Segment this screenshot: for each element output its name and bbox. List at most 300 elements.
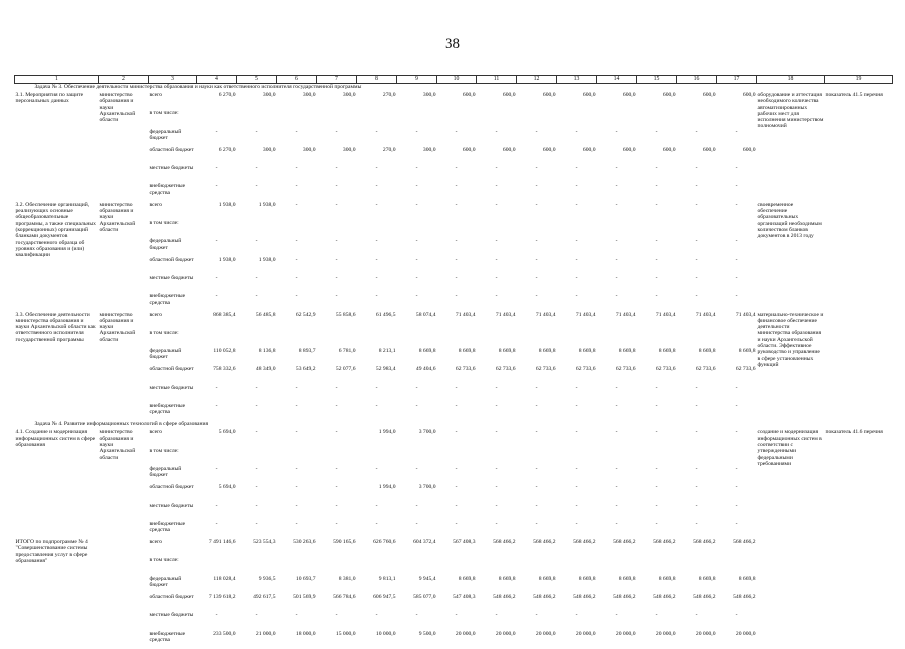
amount-cell (477, 220, 517, 238)
amount-cell: 20 000,0 (495, 630, 516, 637)
amount-cell: - (615, 429, 618, 436)
amount-cell: - (335, 429, 338, 436)
amount-cell (437, 110, 477, 128)
task-title: Задача № 4. Развитие информационных технологий в сфере образования (34, 421, 209, 428)
amount-cell: - (535, 429, 538, 436)
header-row (15, 76, 893, 84)
amount-cell: - (655, 520, 658, 527)
amount-cell: - (335, 274, 338, 281)
amount-cell (517, 557, 557, 575)
amount-cell: 548 466,2 (653, 594, 676, 601)
column-number: 6 (277, 76, 317, 84)
amount-cell: - (615, 484, 618, 491)
amount-cell: - (255, 238, 258, 245)
amount-cell: 8 669,8 (618, 348, 636, 355)
amount-cell: 21 000,0 (255, 630, 276, 637)
amount-cell: 300,0 (422, 146, 436, 153)
amount-cell: - (655, 256, 658, 263)
amount-cell: - (735, 484, 738, 491)
amount-cell: 868 385,4 (213, 311, 236, 318)
measure-name: 4.1. Создание и модернизация информационных систем в сфере образования (15, 429, 96, 448)
amount-cell: 53 649,2 (295, 366, 316, 373)
table-row (15, 429, 893, 447)
amount-cell: - (415, 201, 418, 208)
amount-cell: 8 669,8 (698, 575, 716, 582)
amount-cell: 501 569,9 (293, 594, 316, 601)
amount-cell: - (455, 384, 458, 391)
amount-cell: - (295, 403, 298, 410)
funding-source: в том числе: (149, 329, 179, 336)
amount-cell: 6 270,0 (218, 146, 236, 153)
expected-result: оборудование и аттестация необходимого количества автоматизированных рабочих мест для исполнения министерством полномочий (757, 92, 824, 130)
amount-cell: 568 466,2 (533, 539, 556, 546)
amount-cell: - (415, 465, 418, 472)
amount-cell (517, 448, 557, 466)
amount-cell: 62 733,6 (535, 366, 556, 373)
amount-cell: - (335, 484, 338, 491)
amount-cell: - (455, 429, 458, 436)
amount-cell: - (375, 293, 378, 300)
amount-cell: - (415, 128, 418, 135)
amount-cell (677, 330, 717, 348)
amount-cell: 492 617,5 (253, 594, 276, 601)
amount-cell: - (535, 484, 538, 491)
amount-cell: - (695, 502, 698, 509)
amount-cell: - (495, 502, 498, 509)
amount-cell: 233 500,0 (213, 630, 236, 637)
amount-cell: 600,0 (702, 146, 716, 153)
amount-cell: - (335, 612, 338, 619)
amount-cell (637, 110, 677, 128)
amount-cell: - (415, 384, 418, 391)
amount-cell: 9 936,5 (258, 575, 276, 582)
executor: министерство образования и науки Архангельской области (99, 92, 136, 124)
funding-source: местные бюджеты (149, 165, 194, 172)
amount-cell: - (295, 183, 298, 190)
amount-cell (597, 448, 637, 466)
amount-cell: - (655, 465, 658, 472)
amount-cell: - (655, 484, 658, 491)
amount-cell: - (735, 183, 738, 190)
amount-cell: - (495, 238, 498, 245)
funding-source: федеральный бюджет (149, 128, 182, 141)
funding-source: всего (149, 92, 163, 98)
amount-cell: - (695, 274, 698, 281)
amount-cell: - (615, 384, 618, 391)
amount-cell: 8 669,8 (738, 575, 756, 582)
amount-cell: - (615, 128, 618, 135)
funding-source: всего (149, 201, 163, 208)
amount-cell: 1 938,0 (218, 256, 236, 263)
amount-cell: - (415, 238, 418, 245)
amount-cell: 600,0 (662, 92, 676, 98)
amount-cell (197, 448, 237, 466)
amount-cell: - (615, 612, 618, 619)
amount-cell: - (695, 201, 698, 208)
amount-cell (197, 110, 237, 128)
amount-cell: - (735, 465, 738, 472)
amount-cell: - (735, 384, 738, 391)
amount-cell: - (455, 403, 458, 410)
amount-cell (677, 448, 717, 466)
amount-cell (557, 110, 597, 128)
amount-cell: - (615, 502, 618, 509)
amount-cell: 7 491 146,6 (208, 539, 236, 546)
amount-cell: 6 781,0 (338, 348, 356, 355)
amount-cell: 548 466,2 (733, 594, 756, 601)
funding-source: федеральный бюджет (149, 238, 182, 251)
amount-cell: 567 408,3 (453, 539, 476, 546)
amount-cell: 8 136,8 (258, 348, 276, 355)
amount-cell: 8 893,7 (298, 348, 316, 355)
amount-cell (557, 448, 597, 466)
amount-cell: - (295, 256, 298, 263)
amount-cell: 604 372,4 (413, 539, 436, 546)
funding-source: всего (149, 429, 163, 436)
amount-cell: 600,0 (742, 92, 756, 98)
amount-cell: 20 000,0 (615, 630, 636, 637)
amount-cell: - (215, 403, 218, 410)
expected-result: материально-техническое и финансовое обеспечение деятельности министерства образования и науки Архангельской области. Эффективное руководство и управление в сфере установленных функций (757, 311, 824, 368)
amount-cell: - (655, 201, 658, 208)
amount-cell: - (295, 201, 298, 208)
amount-cell (197, 557, 237, 575)
amount-cell: - (255, 274, 258, 281)
program-table (14, 75, 893, 649)
amount-cell: 8 669,8 (538, 575, 556, 582)
funding-source: внебюджетные средства (149, 403, 186, 416)
executor (99, 539, 149, 649)
amount-cell: 20 000,0 (695, 630, 716, 637)
amount-cell: 600,0 (462, 146, 476, 153)
amount-cell: - (495, 612, 498, 619)
amount-cell: - (655, 238, 658, 245)
amount-cell: 71 403,4 (695, 311, 716, 318)
amount-cell: 71 403,4 (495, 311, 516, 318)
amount-cell (397, 220, 437, 238)
amount-cell: - (455, 256, 458, 263)
amount-cell: - (615, 201, 618, 208)
amount-cell: 8 669,8 (738, 348, 756, 355)
amount-cell: - (495, 520, 498, 527)
amount-cell: - (215, 612, 218, 619)
amount-cell: - (295, 274, 298, 281)
funding-source: федеральный бюджет (149, 465, 182, 479)
expected-result: создание и модернизация информационных систем в соответствии с утвержденными федеральными требованиями (757, 429, 822, 467)
funding-source: областной бюджет (149, 484, 194, 491)
amount-cell: - (415, 520, 418, 527)
amount-cell: - (575, 256, 578, 263)
amount-cell (597, 330, 637, 348)
amount-cell: - (575, 201, 578, 208)
amount-cell: 300,0 (342, 146, 356, 153)
amount-cell: - (495, 183, 498, 190)
amount-cell: - (295, 384, 298, 391)
amount-cell: - (615, 165, 618, 172)
task-title: Задача № 3. Обеспечение деятельности министерства образования и науки как ответственного исполнителя государственной программы (34, 84, 362, 90)
amount-cell: 20 000,0 (455, 630, 476, 637)
indicator-link: показатель 41.5 перечня (825, 92, 883, 98)
amount-cell: - (335, 183, 338, 190)
amount-cell: 568 466,2 (733, 539, 756, 546)
amount-cell: - (375, 165, 378, 172)
amount-cell: - (695, 183, 698, 190)
amount-cell: - (255, 520, 258, 527)
column-number: 19 (825, 76, 893, 84)
amount-cell (677, 557, 717, 575)
executor: министерство образования и науки Архангельской области (99, 429, 136, 461)
amount-cell: 1 938,0 (258, 256, 276, 263)
amount-cell: - (255, 429, 258, 436)
amount-cell: - (735, 201, 738, 208)
amount-cell (317, 110, 357, 128)
amount-cell: 600,0 (622, 92, 636, 98)
amount-cell: - (375, 183, 378, 190)
amount-cell: - (335, 502, 338, 509)
amount-cell: - (495, 465, 498, 472)
amount-cell: 62 733,6 (495, 366, 516, 373)
funding-source: внебюджетные средства (149, 520, 186, 534)
executor: министерство образования и науки Архангельской области (99, 201, 136, 233)
amount-cell: - (455, 502, 458, 509)
amount-cell: - (695, 429, 698, 436)
amount-cell (317, 330, 357, 348)
amount-cell: 8 669,8 (498, 575, 516, 582)
amount-cell: - (375, 465, 378, 472)
amount-cell: - (415, 183, 418, 190)
funding-source: областной бюджет (149, 366, 194, 373)
amount-cell: - (655, 165, 658, 172)
amount-cell: 300,0 (302, 146, 316, 153)
funding-source: областной бюджет (149, 594, 194, 601)
amount-cell (197, 330, 237, 348)
amount-cell: - (535, 520, 538, 527)
column-number: 2 (99, 76, 149, 84)
amount-cell: - (535, 384, 538, 391)
amount-cell: - (735, 502, 738, 509)
amount-cell: 600,0 (702, 92, 716, 98)
amount-cell: 7 139 618,2 (208, 594, 236, 601)
column-number: 12 (517, 76, 557, 84)
amount-cell: - (695, 520, 698, 527)
amount-cell: - (455, 165, 458, 172)
amount-cell: 8 669,8 (418, 348, 436, 355)
amount-cell (437, 220, 477, 238)
amount-cell: - (655, 502, 658, 509)
amount-cell: - (335, 238, 338, 245)
amount-cell: 62 733,6 (455, 366, 476, 373)
amount-cell: 8 669,8 (458, 348, 476, 355)
amount-cell: 20 000,0 (735, 630, 756, 637)
amount-cell: 600,0 (462, 92, 476, 98)
amount-cell (517, 330, 557, 348)
amount-cell: 548 466,2 (493, 594, 516, 601)
amount-cell (237, 110, 277, 128)
amount-cell: - (575, 384, 578, 391)
amount-cell: 270,0 (382, 146, 396, 153)
amount-cell: 270,0 (382, 92, 396, 98)
amount-cell (237, 220, 277, 238)
amount-cell: - (415, 165, 418, 172)
amount-cell: - (735, 293, 738, 300)
amount-cell: - (455, 465, 458, 472)
amount-cell: - (655, 274, 658, 281)
amount-cell: - (375, 274, 378, 281)
amount-cell: 8 381,0 (338, 575, 356, 582)
amount-cell: - (375, 403, 378, 410)
amount-cell: - (295, 465, 298, 472)
amount-cell: - (575, 293, 578, 300)
amount-cell: 62 733,6 (695, 366, 716, 373)
amount-cell (477, 448, 517, 466)
amount-cell: 6 270,0 (218, 92, 236, 98)
expected-result (757, 539, 825, 649)
amount-cell: - (575, 274, 578, 281)
amount-cell: - (215, 238, 218, 245)
amount-cell: - (495, 484, 498, 491)
amount-cell: 8 213,1 (378, 348, 396, 355)
amount-cell: - (255, 128, 258, 135)
amount-cell: - (535, 274, 538, 281)
amount-cell: 10 000,0 (375, 630, 396, 637)
amount-cell: - (735, 520, 738, 527)
amount-cell: - (575, 484, 578, 491)
amount-cell: 61 496,5 (375, 311, 396, 318)
amount-cell: - (335, 465, 338, 472)
table-row (15, 312, 893, 330)
column-number: 17 (717, 76, 757, 84)
measure-name: ИТОГО по подпрограмме № 4 "Совершенствование системы предоставления услуг в сфере образования" (15, 539, 88, 565)
amount-cell: - (575, 429, 578, 436)
amount-cell (437, 330, 477, 348)
amount-cell (517, 110, 557, 128)
amount-cell: - (335, 293, 338, 300)
amount-cell (557, 220, 597, 238)
amount-cell: - (415, 502, 418, 509)
funding-source: всего (149, 311, 163, 318)
column-number: 4 (197, 76, 237, 84)
column-number: 18 (757, 76, 825, 84)
funding-source: местные бюджеты (149, 274, 194, 281)
amount-cell: 548 466,2 (533, 594, 556, 601)
amount-cell: 568 466,2 (493, 539, 516, 546)
amount-cell: 71 403,4 (655, 311, 676, 318)
amount-cell: 62 733,6 (655, 366, 676, 373)
funding-source: в том числе: (149, 110, 179, 117)
amount-cell: - (535, 465, 538, 472)
amount-cell: - (575, 520, 578, 527)
column-number: 7 (317, 76, 357, 84)
amount-cell: 758 332,6 (213, 366, 236, 373)
amount-cell: 8 669,8 (538, 348, 556, 355)
amount-cell: - (455, 238, 458, 245)
amount-cell (477, 330, 517, 348)
amount-cell: 8 669,8 (498, 348, 516, 355)
amount-cell: 9 813,1 (378, 575, 396, 582)
amount-cell: 530 263,6 (293, 539, 316, 546)
column-number: 9 (397, 76, 437, 84)
amount-cell: 600,0 (582, 92, 596, 98)
column-number: 5 (237, 76, 277, 84)
amount-cell: - (455, 484, 458, 491)
amount-cell: - (695, 256, 698, 263)
amount-cell: - (255, 612, 258, 619)
amount-cell (277, 220, 317, 238)
amount-cell: 20 000,0 (655, 630, 676, 637)
amount-cell: - (295, 502, 298, 509)
amount-cell (357, 448, 397, 466)
amount-cell: 547 408,3 (453, 594, 476, 601)
amount-cell (437, 557, 477, 575)
amount-cell: - (535, 238, 538, 245)
page-number: 38 (445, 36, 460, 52)
amount-cell: 300,0 (422, 92, 436, 98)
amount-cell: 10 693,7 (295, 575, 316, 582)
amount-cell: 8 669,8 (458, 575, 476, 582)
amount-cell (637, 220, 677, 238)
amount-cell: - (695, 612, 698, 619)
amount-cell: 585 077,0 (413, 594, 436, 601)
indicator-link (825, 312, 893, 422)
amount-cell (597, 110, 637, 128)
amount-cell (317, 557, 357, 575)
amount-cell: - (535, 612, 538, 619)
amount-cell: 52 077,6 (335, 366, 356, 373)
amount-cell: 568 466,2 (653, 539, 676, 546)
amount-cell: - (495, 128, 498, 135)
amount-cell: - (735, 403, 738, 410)
amount-cell: 110 052,8 (213, 348, 236, 355)
amount-cell: - (255, 403, 258, 410)
amount-cell: - (655, 612, 658, 619)
amount-cell (557, 557, 597, 575)
amount-cell: 548 466,2 (613, 594, 636, 601)
amount-cell: - (655, 384, 658, 391)
amount-cell: 3 700,0 (418, 429, 436, 436)
amount-cell: - (615, 238, 618, 245)
amount-cell: - (455, 183, 458, 190)
amount-cell: - (455, 128, 458, 135)
amount-cell: - (695, 484, 698, 491)
amount-cell: 62 542,9 (295, 311, 316, 318)
executor: министерство образования и науки Архангельской области (99, 311, 136, 343)
amount-cell: 1 994,0 (378, 429, 396, 436)
amount-cell (717, 557, 757, 575)
funding-source: в том числе: (149, 447, 179, 454)
amount-cell: - (735, 429, 738, 436)
column-number: 3 (149, 76, 197, 84)
amount-cell (237, 557, 277, 575)
amount-cell: - (295, 165, 298, 172)
amount-cell: - (415, 612, 418, 619)
amount-cell: - (535, 403, 538, 410)
amount-cell: - (735, 612, 738, 619)
funding-source: федеральный бюджет (149, 575, 182, 589)
amount-cell: - (575, 612, 578, 619)
amount-cell: - (535, 201, 538, 208)
amount-cell (477, 557, 517, 575)
amount-cell: - (255, 484, 258, 491)
amount-cell (597, 557, 637, 575)
amount-cell: 300,0 (302, 92, 316, 98)
amount-cell (517, 220, 557, 238)
amount-cell: 600,0 (502, 92, 516, 98)
amount-cell: - (655, 128, 658, 135)
amount-cell (437, 448, 477, 466)
amount-cell: - (535, 183, 538, 190)
amount-cell: 600,0 (742, 146, 756, 153)
amount-cell: - (615, 520, 618, 527)
